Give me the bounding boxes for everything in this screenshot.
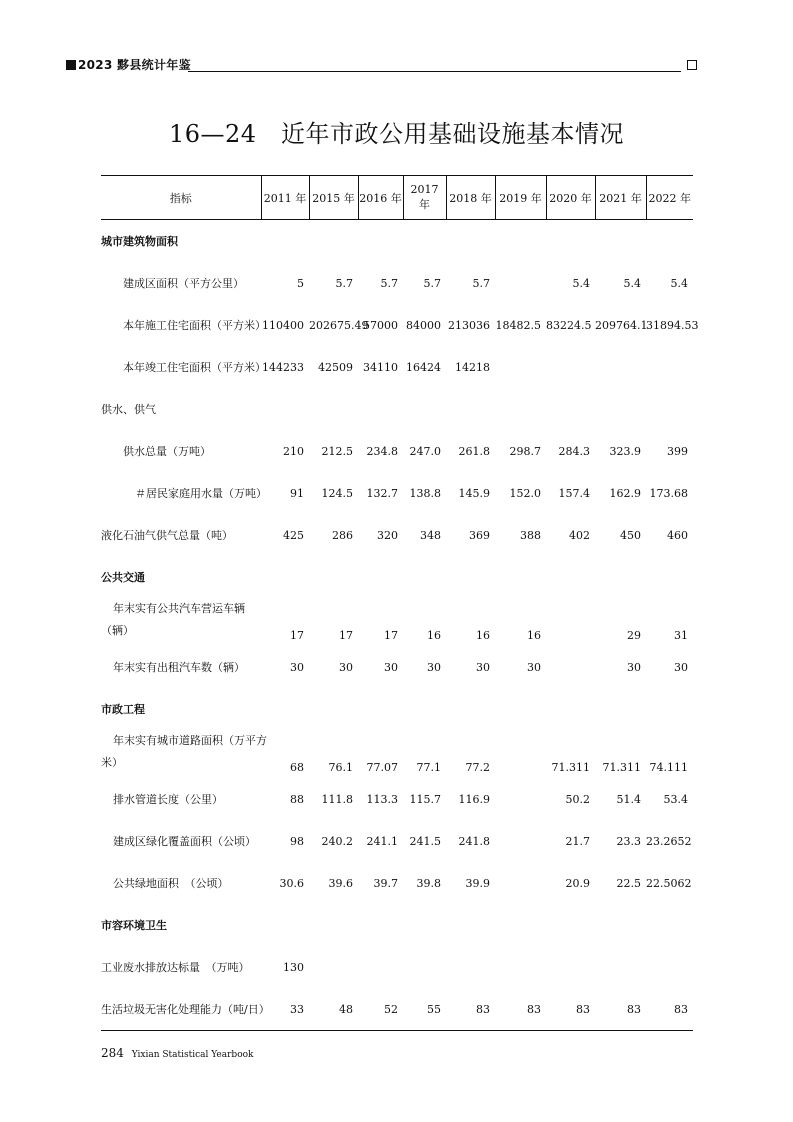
table-cell: 30 bbox=[384, 660, 398, 674]
table-cell: 83 bbox=[546, 988, 595, 1031]
table-cell bbox=[261, 220, 309, 263]
table-cell: 5.7 bbox=[335, 276, 353, 290]
running-title: 2023 黟县统计年鉴 bbox=[78, 58, 191, 72]
table-cell: 57000 bbox=[363, 318, 398, 332]
table-cell: 5 bbox=[297, 276, 304, 290]
table-cell bbox=[446, 904, 495, 946]
row-label: ＃居民家庭用水量（万吨） bbox=[135, 487, 267, 500]
table-cell: 68 bbox=[290, 761, 304, 774]
section-header-row bbox=[101, 220, 693, 263]
table-cell: 241.1 bbox=[366, 834, 398, 848]
table-cell bbox=[646, 346, 693, 388]
table-row bbox=[101, 862, 693, 904]
table-cell bbox=[446, 946, 495, 988]
table-cell: 83 bbox=[446, 988, 495, 1031]
table-row bbox=[101, 430, 693, 472]
table-cell: 30 bbox=[674, 660, 688, 674]
table-cell: 284.3 bbox=[558, 444, 590, 458]
section-header-row bbox=[101, 556, 693, 598]
table-cell: 39.9 bbox=[465, 876, 490, 890]
section-title: 城市建筑物面积 bbox=[101, 235, 178, 248]
table-cell: 98 bbox=[290, 834, 304, 848]
table-cell: 33 bbox=[261, 988, 309, 1031]
table-cell: 16 bbox=[476, 629, 490, 642]
table-cell bbox=[595, 946, 646, 988]
row-label bbox=[101, 730, 267, 778]
table-cell bbox=[546, 688, 595, 730]
table-cell bbox=[646, 388, 693, 430]
table-cell: 71.311 bbox=[551, 761, 590, 774]
table-cell bbox=[261, 904, 309, 946]
table-cell: 88 bbox=[290, 792, 304, 806]
table-cell: 210 bbox=[283, 444, 304, 458]
table-cell bbox=[495, 946, 546, 988]
table-row bbox=[101, 304, 693, 346]
table-cell: 5.4 bbox=[623, 276, 641, 290]
header-rule bbox=[188, 71, 681, 72]
table-cell: 110400 bbox=[262, 318, 304, 332]
table-cell: 5.7 bbox=[423, 276, 441, 290]
table-cell bbox=[495, 220, 546, 263]
table-row bbox=[101, 946, 693, 988]
table-cell: 39.6 bbox=[328, 876, 353, 890]
table-cell bbox=[309, 556, 358, 598]
table-cell: 91 bbox=[290, 486, 304, 500]
table-cell bbox=[309, 220, 358, 263]
column-header-year: 2021 年 bbox=[595, 176, 646, 220]
table-cell: 31 bbox=[674, 629, 688, 642]
row-label: 年末实有出租汽车数（辆） bbox=[113, 661, 245, 674]
row-label: 本年施工住宅面积（平方米） bbox=[123, 319, 266, 332]
table-cell: 77.07 bbox=[366, 761, 398, 774]
table-cell: 17 bbox=[384, 629, 398, 642]
table-cell bbox=[495, 862, 546, 904]
table-cell bbox=[546, 388, 595, 430]
row-label: 生活垃圾无害化处理能力（吨/日） bbox=[101, 988, 261, 1031]
section-header-row bbox=[101, 904, 693, 946]
table-row bbox=[101, 262, 693, 304]
row-label-line: （辆） bbox=[101, 624, 134, 637]
table-row bbox=[101, 388, 693, 430]
table-cell bbox=[446, 688, 495, 730]
table-cell: 77.2 bbox=[465, 761, 490, 774]
table-row bbox=[101, 346, 693, 388]
table-cell bbox=[358, 388, 403, 430]
row-label-line: 年末实有公共汽车营运车辆 bbox=[113, 602, 245, 615]
section-header-row bbox=[101, 688, 693, 730]
table-cell: 30 bbox=[627, 660, 641, 674]
table-row bbox=[101, 646, 693, 688]
table-cell bbox=[403, 904, 446, 946]
table-cell: 20.9 bbox=[565, 876, 590, 890]
table-cell: 5.4 bbox=[572, 276, 590, 290]
section-title: 市政工程 bbox=[101, 703, 145, 716]
table-cell: 209764.1 bbox=[595, 318, 648, 332]
table-cell: 30 bbox=[339, 660, 353, 674]
table-cell: 14218 bbox=[455, 360, 490, 374]
table-cell: 18482.5 bbox=[495, 318, 541, 332]
column-header-year: 2017 年 bbox=[403, 176, 446, 220]
table-cell bbox=[358, 904, 403, 946]
table-cell bbox=[309, 388, 358, 430]
table-cell: 5.7 bbox=[380, 276, 398, 290]
column-header-year: 2015 年 bbox=[309, 176, 358, 220]
table-cell: 132.7 bbox=[366, 486, 398, 500]
table-cell: 130 bbox=[283, 960, 304, 974]
table-cell bbox=[309, 946, 358, 988]
table-cell: 157.4 bbox=[558, 486, 590, 500]
running-header bbox=[66, 58, 697, 74]
table-cell bbox=[446, 388, 495, 430]
section-title: 市容环境卫生 bbox=[101, 919, 167, 932]
section-title: 公共交通 bbox=[101, 571, 145, 584]
table-row bbox=[101, 472, 693, 514]
table-row bbox=[101, 778, 693, 820]
table-cell bbox=[403, 946, 446, 988]
table-cell bbox=[358, 688, 403, 730]
table-cell: 202675.49 bbox=[309, 318, 369, 332]
table-cell: 425 bbox=[283, 528, 304, 542]
table-row bbox=[101, 820, 693, 862]
table-cell: 348 bbox=[420, 528, 441, 542]
table-cell bbox=[495, 778, 546, 820]
table-cell bbox=[646, 904, 693, 946]
table-cell bbox=[546, 904, 595, 946]
table-cell: 30 bbox=[290, 660, 304, 674]
table-cell bbox=[546, 646, 595, 688]
table-cell bbox=[495, 730, 546, 778]
row-label: 建成区绿化覆盖面积（公顷） bbox=[113, 835, 256, 848]
table-cell: 247.0 bbox=[409, 444, 441, 458]
table-cell: 83 bbox=[595, 988, 646, 1031]
table-cell: 71.311 bbox=[602, 761, 641, 774]
table-cell: 23.2652 bbox=[646, 834, 692, 848]
table-cell: 399 bbox=[667, 444, 688, 458]
table-cell bbox=[595, 556, 646, 598]
empty-square-icon bbox=[687, 60, 697, 70]
table-cell bbox=[309, 688, 358, 730]
table-cell: 138.8 bbox=[409, 486, 441, 500]
table-cell: 83224.5 bbox=[546, 318, 592, 332]
table-header-row bbox=[101, 176, 693, 220]
table-row bbox=[101, 598, 693, 646]
table-cell: 111.8 bbox=[321, 792, 353, 806]
row-label: 工业废水排放达标量 （万吨） bbox=[101, 961, 250, 974]
table-cell bbox=[495, 904, 546, 946]
table-cell bbox=[495, 688, 546, 730]
table-cell bbox=[446, 220, 495, 263]
table-cell bbox=[546, 220, 595, 263]
row-label bbox=[101, 598, 261, 646]
table-cell: 84000 bbox=[406, 318, 441, 332]
table-cell: 113.3 bbox=[366, 792, 398, 806]
column-header-year: 2011 年 bbox=[261, 176, 309, 220]
table-cell bbox=[495, 820, 546, 862]
table-cell: 286 bbox=[332, 528, 353, 542]
table-cell bbox=[595, 388, 646, 430]
table-row bbox=[101, 514, 693, 556]
table-cell: 145.9 bbox=[458, 486, 490, 500]
table-cell bbox=[495, 556, 546, 598]
table-cell: 77.1 bbox=[416, 761, 441, 774]
table-cell bbox=[261, 556, 309, 598]
row-label: 供水、供气 bbox=[101, 403, 156, 416]
table-cell bbox=[595, 688, 646, 730]
table-cell: 115.7 bbox=[409, 792, 441, 806]
table-cell: 48 bbox=[309, 988, 358, 1031]
table-cell: 39.7 bbox=[373, 876, 398, 890]
table-cell bbox=[403, 220, 446, 263]
row-label-line: 年末实有城市道路面积（万平方 bbox=[113, 734, 267, 747]
table-cell: 39.8 bbox=[416, 876, 441, 890]
table-cell: 52 bbox=[358, 988, 403, 1031]
table-row bbox=[101, 988, 693, 1031]
table-cell: 30.6 bbox=[279, 876, 304, 890]
row-label: 建成区面积（平方公里） bbox=[123, 277, 244, 290]
row-label: 液化石油气供气总量（吨） bbox=[101, 529, 233, 542]
table-cell: 17 bbox=[339, 629, 353, 642]
table-cell: 83 bbox=[646, 988, 693, 1031]
table-cell bbox=[646, 220, 693, 263]
table-cell: 22.5 bbox=[616, 876, 641, 890]
table-cell bbox=[403, 556, 446, 598]
table-cell bbox=[646, 688, 693, 730]
column-header-year: 2016 年 bbox=[358, 176, 403, 220]
table-cell: 30 bbox=[527, 660, 541, 674]
table-row bbox=[101, 730, 693, 778]
table-cell: 16 bbox=[427, 629, 441, 642]
table-cell: 388 bbox=[520, 528, 541, 542]
row-label: 排水管道长度（公里） bbox=[113, 793, 223, 806]
table-cell: 234.8 bbox=[366, 444, 398, 458]
column-header-year: 2020 年 bbox=[546, 176, 595, 220]
table-cell: 83 bbox=[495, 988, 546, 1031]
table-cell: 116.9 bbox=[458, 792, 490, 806]
column-header-year: 2019 年 bbox=[495, 176, 546, 220]
table-cell bbox=[358, 946, 403, 988]
square-marker-icon bbox=[66, 60, 76, 70]
table-cell bbox=[495, 346, 546, 388]
publication-name: Yixian Statistical Yearbook bbox=[131, 1050, 254, 1060]
table-cell: 450 bbox=[620, 528, 641, 542]
table-cell: 298.7 bbox=[509, 444, 541, 458]
table-cell bbox=[646, 556, 693, 598]
page-number: 284 bbox=[101, 1046, 124, 1060]
table-cell: 402 bbox=[569, 528, 590, 542]
table-cell: 21.7 bbox=[565, 834, 590, 848]
table-cell: 76.1 bbox=[328, 761, 353, 774]
table-cell bbox=[446, 556, 495, 598]
table-cell: 323.9 bbox=[609, 444, 641, 458]
table-cell: 5.7 bbox=[472, 276, 490, 290]
table-cell bbox=[403, 688, 446, 730]
table-cell: 240.2 bbox=[321, 834, 353, 848]
table-cell bbox=[261, 388, 309, 430]
column-header-year: 2018 年 bbox=[446, 176, 495, 220]
table-cell: 17 bbox=[290, 629, 304, 642]
table-cell: 74.111 bbox=[649, 761, 688, 774]
table-cell: 30 bbox=[427, 660, 441, 674]
table-cell: 144233 bbox=[262, 360, 304, 374]
table-body bbox=[101, 220, 699, 1031]
page-footer bbox=[101, 1046, 253, 1062]
table-cell: 42509 bbox=[318, 360, 353, 374]
table-cell: 29 bbox=[627, 629, 641, 642]
table-cell: 162.9 bbox=[609, 486, 641, 500]
statistics-table bbox=[101, 175, 699, 1031]
table-cell: 369 bbox=[469, 528, 490, 542]
row-label: 公共绿地面积 （公顷） bbox=[113, 877, 229, 890]
table-cell: 34110 bbox=[363, 360, 398, 374]
table-cell: 50.2 bbox=[565, 792, 590, 806]
table-cell bbox=[595, 346, 646, 388]
table-cell: 173.68 bbox=[649, 486, 688, 500]
table-cell: 152.0 bbox=[509, 486, 541, 500]
page-title: 16—24 近年市政公用基础设施基本情况 bbox=[168, 120, 625, 148]
table-cell: 30 bbox=[476, 660, 490, 674]
column-header-indicator: 指标 bbox=[101, 176, 261, 220]
table-cell: 213036 bbox=[448, 318, 490, 332]
table-cell bbox=[495, 262, 546, 304]
table-cell: 16 bbox=[527, 629, 541, 642]
table-cell: 261.8 bbox=[458, 444, 490, 458]
table-cell bbox=[309, 904, 358, 946]
table-cell bbox=[546, 598, 595, 646]
table-cell: 241.5 bbox=[409, 834, 441, 848]
table-cell bbox=[646, 946, 693, 988]
table-cell: 241.8 bbox=[458, 834, 490, 848]
table-cell: 460 bbox=[667, 528, 688, 542]
table-cell bbox=[595, 904, 646, 946]
row-label: 供水总量（万吨） bbox=[123, 445, 211, 458]
table-cell: 22.5062 bbox=[646, 876, 692, 890]
table-cell bbox=[595, 220, 646, 263]
column-header-year: 2022 年 bbox=[646, 176, 693, 220]
table-cell bbox=[358, 556, 403, 598]
table-cell: 5.4 bbox=[670, 276, 688, 290]
table-cell: 53.4 bbox=[663, 792, 688, 806]
row-label-line: 米） bbox=[101, 756, 123, 769]
table-cell: 31894.53 bbox=[646, 318, 699, 332]
table-cell bbox=[403, 388, 446, 430]
table-cell bbox=[546, 556, 595, 598]
table-cell bbox=[495, 388, 546, 430]
row-label: 本年竣工住宅面积（平方米） bbox=[123, 361, 266, 374]
table-cell: 16424 bbox=[406, 360, 441, 374]
table-cell: 55 bbox=[403, 988, 446, 1031]
table-cell: 212.5 bbox=[321, 444, 353, 458]
table-cell bbox=[546, 346, 595, 388]
table-cell: 124.5 bbox=[321, 486, 353, 500]
table-cell: 23.3 bbox=[616, 834, 641, 848]
table-cell: 320 bbox=[377, 528, 398, 542]
table-cell: 51.4 bbox=[616, 792, 641, 806]
table-cell bbox=[546, 946, 595, 988]
table-cell bbox=[261, 688, 309, 730]
table-cell bbox=[358, 220, 403, 263]
